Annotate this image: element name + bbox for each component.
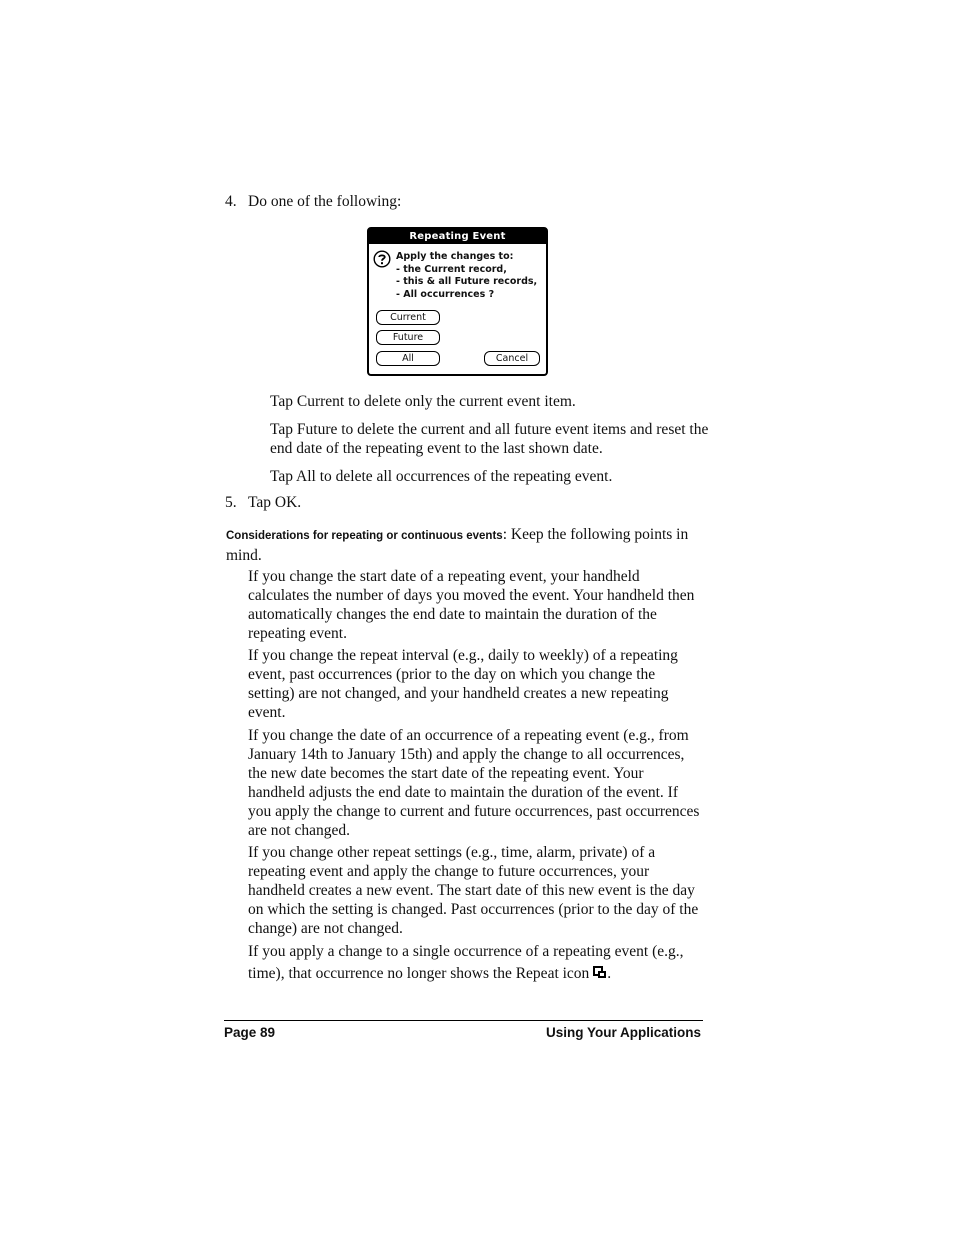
cancel-button[interactable]: Cancel [484,351,540,366]
future-button[interactable]: Future [376,330,440,345]
considerations-heading: Considerations for repeating or continuous events [226,530,503,542]
footer-rule [224,1020,703,1021]
step-4-text: Do one of the following: [248,193,402,210]
step-5-number: 5. [225,494,237,511]
dialog-message-line: - the Current record, [396,263,507,275]
tap-current-text: Tap Current to delete only the current event item. [270,393,576,410]
consideration-item: If you change the repeat interval (e.g., daily to weekly) of a repeating event, past occurrences (prior to the day on which you change the setting) are not changed, and your handheld creates a new repeating event. [248,647,678,721]
step-4-number: 4. [225,193,237,210]
repeating-event-dialog [367,227,548,376]
consideration-item: If you change the date of an occurrence of a repeating event (e.g., from January 14th to January 15th) and apply the change to all occurrences, the new date becomes the start date of the repeating event. Your handheld adjusts the end date to maintain the duration of the event. If you apply the change to current and future occurrences, past occurrences are not changed. [248,727,700,839]
consideration-item-last [248,941,704,985]
last-item-text: If you apply a change to a single occurrence of a repeating event (e.g., time), that occurrence no longer shows the Repeat icon [248,943,684,982]
dialog-title: Repeating Event [369,229,546,244]
current-button[interactable]: Current [376,310,440,325]
section-title: Using Your Applications [545,1025,701,1040]
considerations-intro: : Keep the following points in mind. [226,526,689,564]
consideration-item: If you change the start date of a repeating event, your handheld calculates the number of days you moved the event. Your handheld then automatically changes the end date to maintain the duration of the repeating event. [248,568,695,642]
dialog-message-line: - All occurrences ? [396,288,495,300]
dialog-message-line: Apply the changes to: [396,251,514,262]
dialog-message-line: - this & all Future records, [396,276,538,287]
last-item-end: . [607,965,612,982]
tap-future-text: Tap Future to delete the current and all future event items and reset the end date of the repeating event to the last shown date. [270,421,709,457]
page-number: Page 89 [224,1025,276,1040]
consideration-item: If you change other repeat settings (e.g., time, alarm, private) of a repeating event and apply the change to future occurrences, your handheld creates a new event. The start date of this new event is the day on which the setting is changed. Past occurrences (prior to the day of the change) are not changed. [248,844,699,937]
dialog-message [396,251,537,301]
tap-all-text: Tap All to delete all occurrences of the repeating event. [270,468,613,485]
considerations-paragraph [226,525,704,565]
repeat-icon [593,966,607,979]
question-icon [373,250,391,268]
step-5-text: Tap OK. [248,494,302,511]
all-button[interactable]: All [376,351,440,366]
